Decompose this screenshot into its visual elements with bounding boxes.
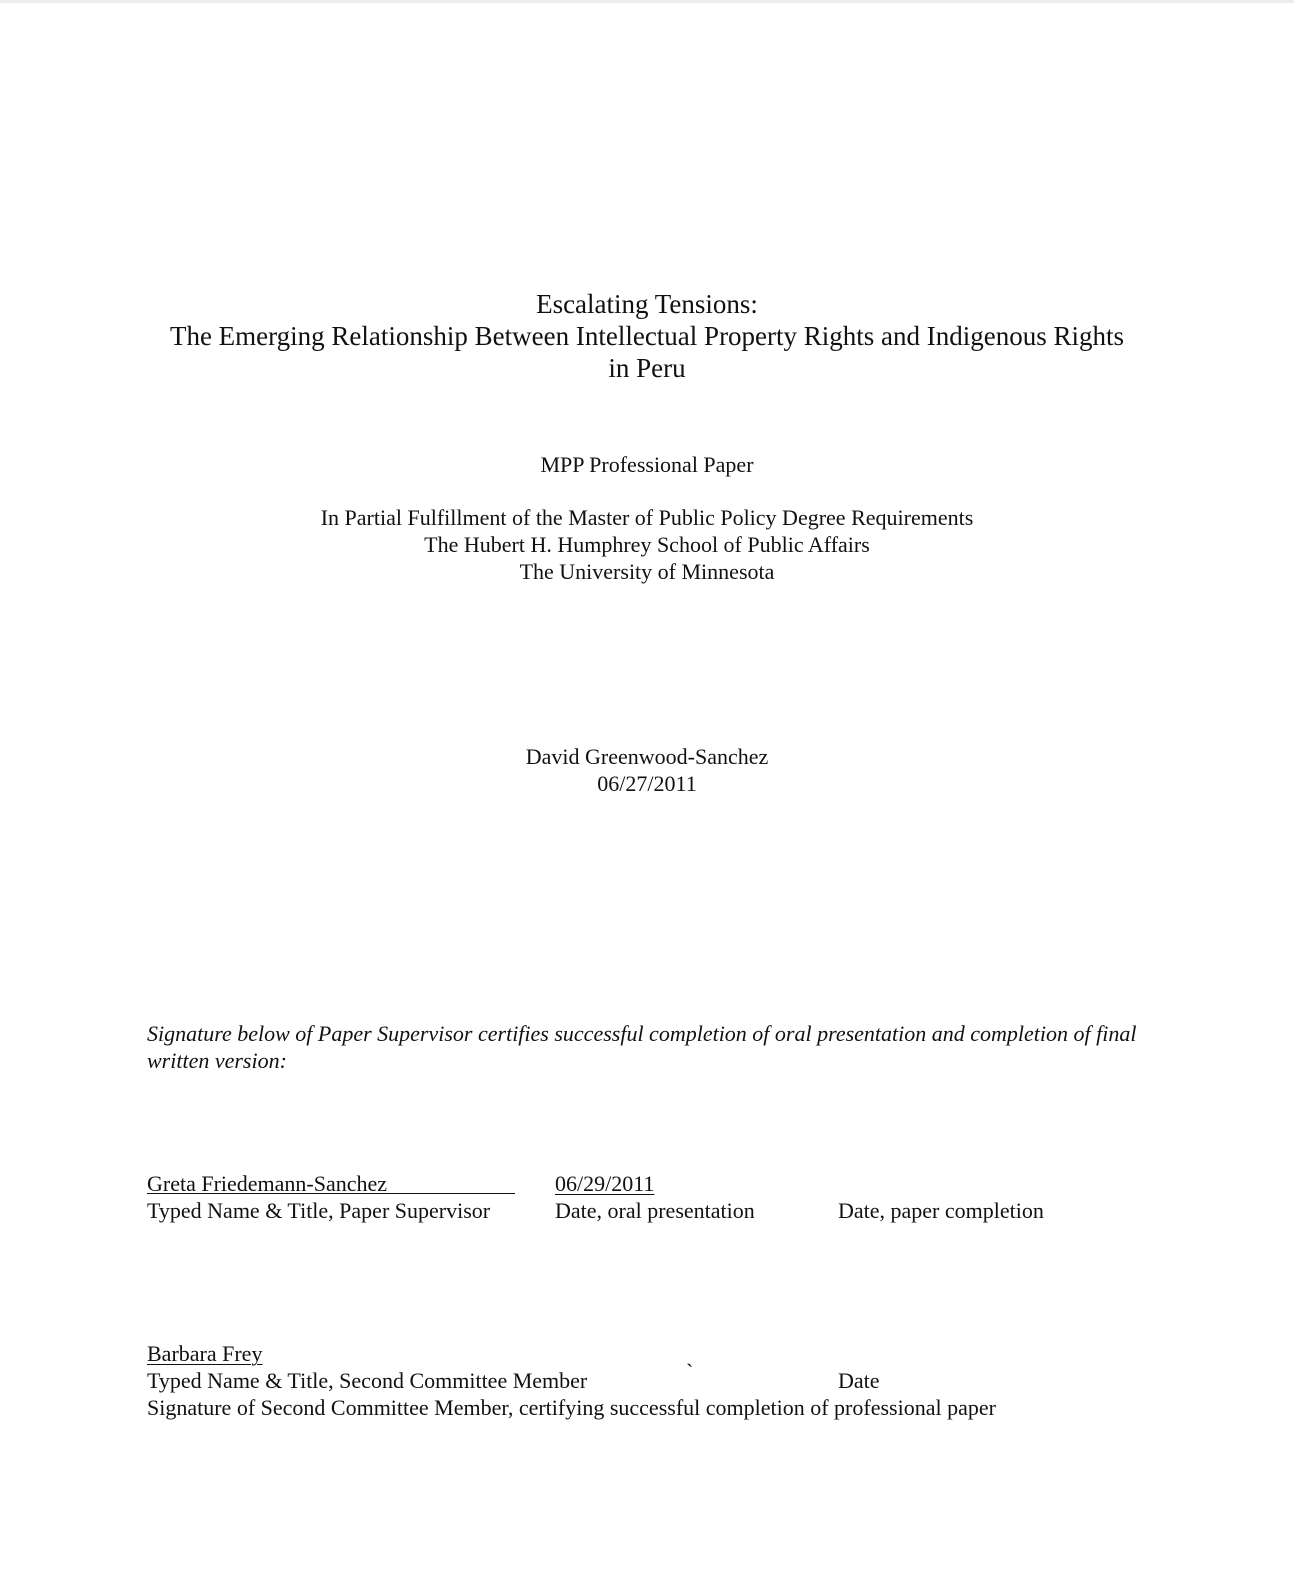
fulfillment-line-2: The Hubert H. Humphrey School of Public Affairs <box>424 532 870 557</box>
supervisor-name: Greta Friedemann-Sanchez <box>147 1171 388 1196</box>
title-line-2: The Emerging Relationship Between Intellectual Property Rights and Indigenous Rights <box>169 321 1125 351</box>
fulfillment-line-1: In Partial Fulfillment of the Master of Public Policy Degree Requirements <box>320 505 974 530</box>
author-date: 06/27/2011 <box>597 771 697 796</box>
paper-type: MPP Professional Paper <box>540 452 754 477</box>
author-block <box>0 743 1294 797</box>
oral-presentation-date: 06/29/2011 <box>555 1171 655 1196</box>
fulfillment-line-3: The University of Minnesota <box>519 559 775 584</box>
paper-title <box>0 288 1294 384</box>
author-name: David Greenwood-Sanchez <box>525 744 769 769</box>
stray-mark: ` <box>686 1359 694 1384</box>
committee-signature-caption: Signature of Second Committee Member, certifying successful completion of professional paper <box>147 1395 996 1420</box>
title-line-1: Escalating Tensions: <box>536 289 758 319</box>
certification-note: Signature below of Paper Supervisor certifies successful completion of oral presentation and completion of final written version: <box>147 1021 1137 1073</box>
supervisor-signature-line <box>147 1193 515 1194</box>
committee-date-caption: Date <box>838 1368 880 1393</box>
title-line-3: in Peru <box>608 353 686 383</box>
paper-completion-caption: Date, paper completion <box>838 1198 1044 1223</box>
oral-presentation-caption: Date, oral presentation <box>555 1198 755 1223</box>
fulfillment-statement <box>0 504 1294 585</box>
committee-member-name: Barbara Frey <box>147 1341 263 1366</box>
supervisor-name-caption: Typed Name & Title, Paper Supervisor <box>147 1198 491 1223</box>
committee-member-caption: Typed Name & Title, Second Committee Member <box>147 1368 588 1393</box>
